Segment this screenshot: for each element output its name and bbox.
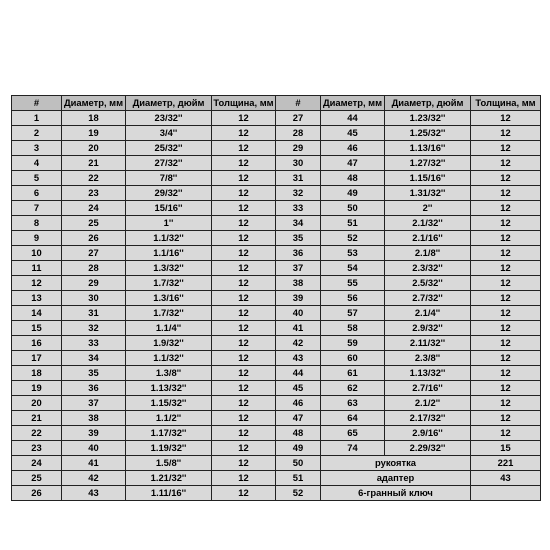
cell-num: 16 [12,336,62,351]
table-row [12,216,541,231]
cell-diameter-mm: 40 [62,441,126,456]
cell-thickness-mm: 12 [212,411,276,426]
table-row [12,186,541,201]
cell-thickness-mm: 12 [212,486,276,501]
cell-num: 28 [276,126,321,141]
cell-num: 50 [276,456,321,471]
cell-num: 37 [276,261,321,276]
table-row [12,411,541,426]
cell-thickness-mm: 12 [212,231,276,246]
cell-num: 14 [12,306,62,321]
cell-diameter-inch: 15/16'' [126,201,212,216]
cell-diameter-mm: 27 [62,246,126,261]
cell-num: 6 [12,186,62,201]
cell-diameter-mm: 20 [62,141,126,156]
cell-diameter-inch: 2.3/8'' [385,351,471,366]
cell-thickness-mm: 12 [212,381,276,396]
cell-diameter-inch: 27/32'' [126,156,212,171]
cell-diameter-inch: 1.17/32'' [126,426,212,441]
cell-thickness-mm: 12 [471,156,541,171]
cell-diameter-mm: 45 [321,126,385,141]
cell-num: 21 [12,411,62,426]
cell-diameter-inch: 2.1/32'' [385,216,471,231]
table-row [12,306,541,321]
cell-num: 51 [276,471,321,486]
cell-thickness-mm: 12 [471,186,541,201]
cell-diameter-mm: 23 [62,186,126,201]
cell-num: 36 [276,246,321,261]
cell-diameter-inch: 1.23/32'' [385,111,471,126]
cell-diameter-inch: 2.29/32'' [385,441,471,456]
cell-item-value: 221 [471,456,541,471]
cell-num: 27 [276,111,321,126]
cell-thickness-mm: 12 [471,336,541,351]
cell-diameter-inch: 1.1/2'' [126,411,212,426]
cell-diameter-mm: 74 [321,441,385,456]
cell-num: 1 [12,111,62,126]
cell-thickness-mm: 12 [471,351,541,366]
cell-thickness-mm: 12 [212,201,276,216]
cell-diameter-inch: 25/32'' [126,141,212,156]
header-thickness-mm: Толщина, мм [212,96,276,111]
cell-diameter-mm: 62 [321,381,385,396]
cell-diameter-inch: 2.1/4'' [385,306,471,321]
cell-thickness-mm: 12 [212,186,276,201]
cell-diameter-inch: 1.15/32'' [126,396,212,411]
cell-thickness-mm: 12 [212,441,276,456]
cell-num: 46 [276,396,321,411]
cell-num: 3 [12,141,62,156]
cell-diameter-mm: 22 [62,171,126,186]
cell-num: 43 [276,351,321,366]
cell-diameter-mm: 35 [62,366,126,381]
cell-thickness-mm: 12 [471,291,541,306]
cell-diameter-inch: 2.7/16'' [385,381,471,396]
cell-diameter-inch: 1.27/32'' [385,156,471,171]
cell-thickness-mm: 12 [471,201,541,216]
cell-diameter-mm: 31 [62,306,126,321]
cell-diameter-inch: 1.19/32'' [126,441,212,456]
cell-thickness-mm: 12 [212,456,276,471]
cell-num: 49 [276,441,321,456]
cell-diameter-mm: 38 [62,411,126,426]
cell-num: 33 [276,201,321,216]
cell-diameter-inch: 2.1/2'' [385,396,471,411]
cell-diameter-inch: 2.17/32'' [385,411,471,426]
table-row [12,381,541,396]
cell-diameter-mm: 61 [321,366,385,381]
cell-num: 52 [276,486,321,501]
cell-num: 38 [276,276,321,291]
cell-diameter-inch: 1.5/8'' [126,456,212,471]
cell-diameter-inch: 2.3/32'' [385,261,471,276]
table-row [12,396,541,411]
cell-diameter-inch: 2.11/32'' [385,336,471,351]
cell-thickness-mm: 12 [212,351,276,366]
cell-diameter-mm: 41 [62,456,126,471]
table-row [12,351,541,366]
table-row [12,246,541,261]
cell-num: 32 [276,186,321,201]
cell-thickness-mm: 12 [212,366,276,381]
cell-thickness-mm: 12 [212,321,276,336]
cell-diameter-inch: 1.7/32'' [126,276,212,291]
cell-thickness-mm: 12 [212,396,276,411]
cell-num: 22 [12,426,62,441]
cell-diameter-inch: 3/4'' [126,126,212,141]
cell-thickness-mm: 12 [212,246,276,261]
cell-thickness-mm: 12 [471,216,541,231]
cell-diameter-mm: 59 [321,336,385,351]
cell-thickness-mm: 12 [471,306,541,321]
cell-item-value: 43 [471,471,541,486]
header-diameter-mm: Диаметр, мм [62,96,126,111]
cell-num: 48 [276,426,321,441]
cell-thickness-mm: 15 [471,441,541,456]
cell-diameter-mm: 25 [62,216,126,231]
cell-diameter-inch: 2.7/32'' [385,291,471,306]
cell-diameter-mm: 28 [62,261,126,276]
table-row [12,156,541,171]
cell-diameter-mm: 46 [321,141,385,156]
cell-diameter-mm: 48 [321,171,385,186]
cell-diameter-inch: 1.3/8'' [126,366,212,381]
cell-num: 23 [12,441,62,456]
header-diameter-mm: Диаметр, мм [321,96,385,111]
cell-thickness-mm: 12 [471,411,541,426]
cell-diameter-mm: 49 [321,186,385,201]
cell-diameter-mm: 47 [321,156,385,171]
table-row [12,321,541,336]
table-row [12,171,541,186]
cell-thickness-mm: 12 [212,291,276,306]
cell-diameter-mm: 39 [62,426,126,441]
cell-diameter-mm: 58 [321,321,385,336]
cell-diameter-mm: 42 [62,471,126,486]
cell-diameter-inch: 7/8'' [126,171,212,186]
cell-diameter-inch: 1.15/16'' [385,171,471,186]
cell-thickness-mm: 12 [212,171,276,186]
header-thickness-mm: Толщина, мм [471,96,541,111]
table-row [12,426,541,441]
cell-thickness-mm: 12 [212,336,276,351]
cell-num: 47 [276,411,321,426]
cell-diameter-mm: 19 [62,126,126,141]
cell-diameter-mm: 18 [62,111,126,126]
cell-num: 9 [12,231,62,246]
cell-num: 20 [12,396,62,411]
cell-diameter-inch: 29/32'' [126,186,212,201]
cell-thickness-mm: 12 [471,276,541,291]
cell-thickness-mm: 12 [471,381,541,396]
cell-num: 11 [12,261,62,276]
cell-diameter-mm: 57 [321,306,385,321]
cell-thickness-mm: 12 [471,231,541,246]
cell-thickness-mm: 12 [212,261,276,276]
cell-num: 7 [12,201,62,216]
cell-num: 29 [276,141,321,156]
cell-num: 39 [276,291,321,306]
cell-thickness-mm: 12 [212,216,276,231]
cell-diameter-inch: 1.11/16'' [126,486,212,501]
cell-num: 10 [12,246,62,261]
cell-diameter-mm: 51 [321,216,385,231]
table-row [12,231,541,246]
cell-diameter-mm: 54 [321,261,385,276]
cell-num: 41 [276,321,321,336]
cell-diameter-inch: 1.31/32'' [385,186,471,201]
cell-num: 12 [12,276,62,291]
table-row [12,111,541,126]
cell-num: 17 [12,351,62,366]
table-row [12,276,541,291]
cell-num: 15 [12,321,62,336]
cell-diameter-inch: 1.9/32'' [126,336,212,351]
cell-thickness-mm: 12 [212,156,276,171]
cell-num: 5 [12,171,62,186]
cell-num: 44 [276,366,321,381]
cell-thickness-mm: 12 [212,426,276,441]
cell-thickness-mm: 12 [471,261,541,276]
cell-thickness-mm: 12 [471,426,541,441]
cell-diameter-inch: 23/32'' [126,111,212,126]
cell-diameter-mm: 34 [62,351,126,366]
cell-num: 26 [12,486,62,501]
cell-diameter-inch: 1.21/32'' [126,471,212,486]
cell-thickness-mm: 12 [471,141,541,156]
cell-diameter-mm: 44 [321,111,385,126]
table-row [12,126,541,141]
cell-diameter-mm: 63 [321,396,385,411]
cell-diameter-inch: 1.3/16'' [126,291,212,306]
cell-num: 40 [276,306,321,321]
cell-diameter-mm: 32 [62,321,126,336]
cell-diameter-inch: 1.1/4'' [126,321,212,336]
cell-diameter-mm: 50 [321,201,385,216]
cell-num: 34 [276,216,321,231]
cell-num: 2 [12,126,62,141]
cell-num: 19 [12,381,62,396]
cell-num: 13 [12,291,62,306]
cell-diameter-inch: 1.25/32'' [385,126,471,141]
table-row [12,201,541,216]
cell-item-label: адаптер [321,471,471,486]
cell-diameter-inch: 1.1/32'' [126,231,212,246]
cell-num: 8 [12,216,62,231]
cell-num: 45 [276,381,321,396]
table-row [12,261,541,276]
header-row [12,96,541,111]
cell-num: 30 [276,156,321,171]
cell-thickness-mm: 12 [212,111,276,126]
cell-diameter-inch: 2.5/32'' [385,276,471,291]
cell-thickness-mm: 12 [212,126,276,141]
cell-diameter-mm: 26 [62,231,126,246]
cell-num: 24 [12,456,62,471]
cell-num: 18 [12,366,62,381]
cell-thickness-mm: 12 [471,126,541,141]
cell-diameter-inch: 1.13/16'' [385,141,471,156]
cell-diameter-mm: 30 [62,291,126,306]
cell-thickness-mm: 12 [471,111,541,126]
cell-item-value [471,486,541,501]
cell-num: 25 [12,471,62,486]
cell-diameter-mm: 65 [321,426,385,441]
cell-diameter-inch: 1'' [126,216,212,231]
table-row [12,366,541,381]
table-row [12,456,541,471]
cell-diameter-mm: 43 [62,486,126,501]
cell-num: 42 [276,336,321,351]
cell-thickness-mm: 12 [212,471,276,486]
cell-item-label: 6-гранный ключ [321,486,471,501]
cell-diameter-inch: 1.13/32'' [385,366,471,381]
cell-diameter-inch: 1.13/32'' [126,381,212,396]
cell-diameter-inch: 1.7/32'' [126,306,212,321]
cell-diameter-mm: 52 [321,231,385,246]
cell-diameter-mm: 60 [321,351,385,366]
cell-diameter-mm: 37 [62,396,126,411]
header-num: # [12,96,62,111]
cell-diameter-inch: 2.1/8'' [385,246,471,261]
table-row [12,141,541,156]
cell-diameter-inch: 1.1/16'' [126,246,212,261]
cell-thickness-mm: 12 [471,171,541,186]
header-num: # [276,96,321,111]
cell-diameter-mm: 33 [62,336,126,351]
cell-thickness-mm: 12 [471,396,541,411]
header-diameter-inch: Диаметр, дюйм [385,96,471,111]
cell-diameter-inch: 1.1/32'' [126,351,212,366]
cell-diameter-mm: 56 [321,291,385,306]
cell-thickness-mm: 12 [212,276,276,291]
cell-diameter-mm: 21 [62,156,126,171]
cell-diameter-inch: 2'' [385,201,471,216]
cell-thickness-mm: 12 [471,246,541,261]
table-row [12,486,541,501]
cell-num: 4 [12,156,62,171]
cell-diameter-mm: 55 [321,276,385,291]
cell-thickness-mm: 12 [471,366,541,381]
cell-diameter-mm: 24 [62,201,126,216]
table-row [12,441,541,456]
cell-diameter-mm: 36 [62,381,126,396]
cell-item-label: рукоятка [321,456,471,471]
size-table [11,95,541,501]
table-body [12,111,541,501]
table-row [12,291,541,306]
cell-diameter-inch: 1.3/32'' [126,261,212,276]
cell-num: 35 [276,231,321,246]
header-diameter-inch: Диаметр, дюйм [126,96,212,111]
cell-diameter-inch: 2.9/32'' [385,321,471,336]
cell-diameter-inch: 2.1/16'' [385,231,471,246]
cell-thickness-mm: 12 [212,141,276,156]
table-row [12,471,541,486]
cell-diameter-mm: 64 [321,411,385,426]
cell-thickness-mm: 12 [212,306,276,321]
cell-thickness-mm: 12 [471,321,541,336]
cell-diameter-mm: 29 [62,276,126,291]
table-row [12,336,541,351]
cell-diameter-inch: 2.9/16'' [385,426,471,441]
cell-num: 31 [276,171,321,186]
cell-diameter-mm: 53 [321,246,385,261]
